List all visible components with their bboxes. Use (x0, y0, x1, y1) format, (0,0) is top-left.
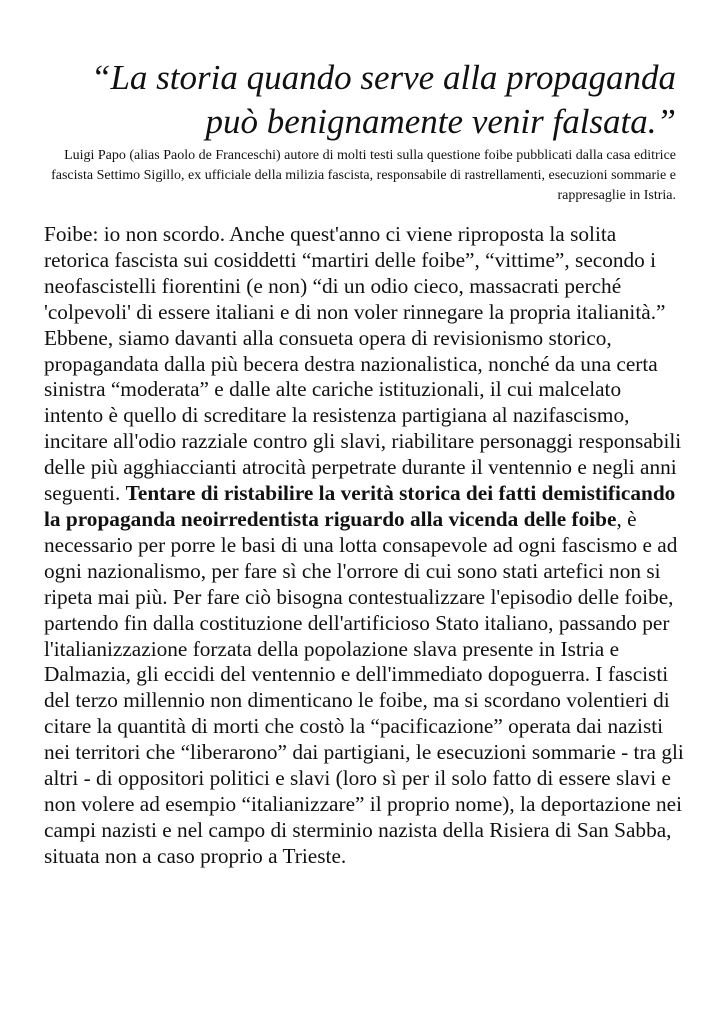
body-text-bold-statement: Tentare di ristabilire la verità storica dei fatti demistificando la propaganda neoirredentista riguardo alla vicenda delle foibe (44, 481, 676, 531)
body-text-part-2: , è necessario per porre le basi di una lotta consapevole ad ogni fascismo e ad ogni nazionalismo, per fare sì che l'orrore di cui sono stati artefici non si ripeta mai più. Per fare ciò bisogna contestualizzare l'episodio delle foibe, partendo fin dalla costituzione dell'artificioso Stato italiano, passando per l'italianizzazione forzata della popolazione slava presente in Istria e Dalmazia, gli eccidi del ventennio e dell'immediato dopoguerra. I fascisti del terzo millennio non dimenticano le foibe, ma si scordano volentieri di citare la quantità di morti che costò la “pacificazione” operata dai nazisti nei territori che “liberarono” dai partigiani, le esecuzioni sommarie - tra gli altri - di oppositori politici e slavi (loro sì per il solo fatto di essere slavi e non volere ad esempio “italianizzare” il proprio nome), la deportazione nei campi nazisti e nel campo di sterminio nazista della Risiera di San Sabba, situata non a caso proprio a Trieste. (44, 506, 684, 868)
body-paragraph (44, 222, 684, 870)
quote-attribution: Luigi Papo (alias Paolo de Franceschi) autore di molti testi sulla questione foibe pubblicati dalla casa editrice fascista Settimo Sigillo, ex ufficiale della milizia fascista, responsabile di rastrellamenti, esecuzioni sommarie e rappresaglie in Istria. (51, 148, 676, 203)
quote-line-2: può benignamente venir falsata.” (205, 102, 676, 141)
body-text-part-1: Foibe: io non scordo. Anche quest'anno ci viene riproposta la solita retorica fascista sui cosiddetti “martiri delle foibe”, “vittime”, secondo i neofascistelli fiorentini (e non) “di un odio cieco, massacrati perché 'colpevoli' di essere italiani e di non voler rinnegare la propria italianità.” Ebbene, siamo davanti alla consueta opera di revisionismo storico, propagandata dalla più becera destra nazionalistica, nonché da una certa sinistra “moderata” e dalle alte cariche istituzionali, il cui malcelato intento è quello di screditare la resistenza partigiana al nazifascismo, incitare all'odio razziale contro gli slavi, riabilitare personaggi responsabili delle più agghiaccianti atrocità perpetrate durante il ventennio e negli anni seguenti. (44, 222, 682, 506)
epigraph (40, 56, 676, 206)
quote-line-1: “La storia quando serve alla propaganda (91, 58, 676, 97)
